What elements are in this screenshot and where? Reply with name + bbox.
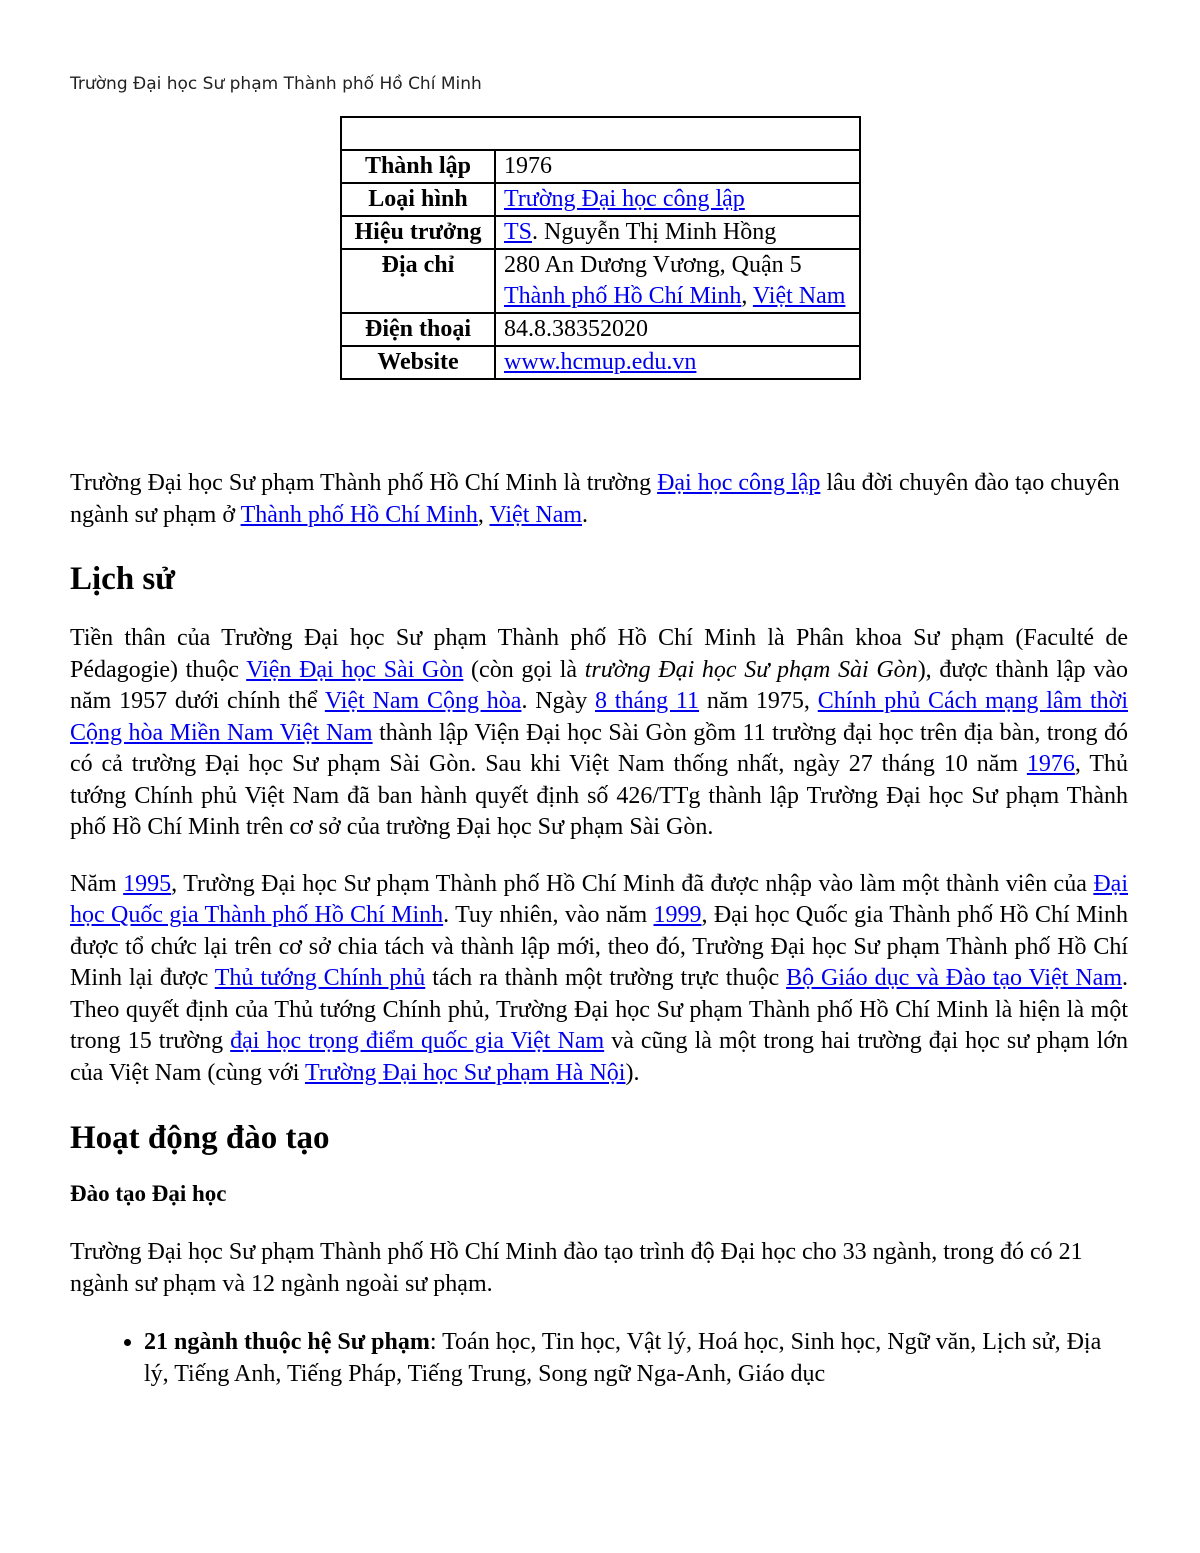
infobox-label-founded: Thành lập [341,150,495,183]
infobox-link-type[interactable]: Trường Đại học công lập [504,186,745,212]
intro-text-4: . [582,501,589,528]
intro-text-1: Trường Đại học Sư phạm Thành phố Hồ Chí Minh là trường [70,470,658,496]
infobox-value-phone: 84.8.38352020 [495,313,860,346]
history-link-hanoi-pedagogy[interactable]: Trường Đại học Sư phạm Hà Nội [304,1059,626,1086]
history-p1-text-6: thành lập Viện Đại học Sài Gòn gồm 11 trường đại học trên địa bàn, trong đó có cả trường Đại học Sư phạm Sài Gòn. Sau khi Việt Nam thống nhất, ngày 27 tháng 10 năm [70,719,1128,777]
infobox-label-address: Địa chỉ [341,249,495,313]
history-link-vnu-hcm[interactable]: Đại học Quốc gia Thành phố Hồ Chí Minh [70,870,1128,928]
infobox-table [340,116,861,380]
infobox-rector-name: . Nguyễn Thị Minh Hồng [532,219,777,245]
history-p2-text-3: . Tuy nhiên, vào năm [443,902,654,928]
history-p2-text-2: , Trường Đại học Sư phạm Thành phố Hồ Chí Minh đã được nhập vào làm một thành viên của [171,870,1094,897]
training-list [70,1327,1128,1390]
intro-paragraph [70,468,1128,531]
history-p2-text-5: tách ra thành một trường trực thuộc [425,965,787,991]
history-p1-text-3: ), được thành lập vào năm 1957 dưới chính thể [70,656,1128,714]
history-link-1976[interactable]: 1976 [1026,751,1075,777]
subheading-undergraduate: Đào tạo Đại học [70,1181,227,1206]
infobox-value-founded: 1976 [495,150,860,183]
history-p2-text-4: , Đại học Quốc gia Thành phố Hồ Chí Minh được tổ chức lại trên cơ sở chia tách và thành lập mới, theo đó, Trường Đại học Sư phạm Thành phố Hồ Chí Minh lại được [70,902,1128,991]
article-body [70,468,1128,1390]
list-item-text: : Toán học, Tin học, Vật lý, Hoá học, Sinh học, Ngữ văn, Lịch sử, Địa lý, Tiếng Anh, Tiếng Pháp, Tiếng Trung, Song ngữ Nga-Anh, Giáo dục [144,1329,1102,1387]
intro-text-3: , [477,501,490,528]
history-link-1995[interactable]: 1995 [123,870,172,897]
infobox-row-type [341,183,860,216]
history-link-key-universities[interactable]: đại học trọng điểm quốc gia Việt Nam [230,1028,605,1054]
infobox-link-ts[interactable]: TS [504,219,533,245]
history-p1-text-4: . Ngày [521,688,596,714]
intro-link-public-university[interactable]: Đại học công lập [657,470,821,496]
infobox-label-rector: Hiệu trưởng [341,216,495,249]
intro-link-vietnam[interactable]: Việt Nam [489,501,583,528]
infobox-row-founded [341,150,860,183]
history-p2-text-8: ). [625,1059,640,1086]
infobox-link-city[interactable]: Thành phố Hồ Chí Minh [504,283,742,309]
history-p2-text-1: Năm [70,870,124,897]
list-item-bold: 21 ngành thuộc hệ Sư phạm [144,1329,430,1355]
infobox-row-website [341,346,860,379]
history-p2-text-6: . Theo quyết định của Thủ tướng Chính phủ, Trường Đại học Sư phạm Thành phố Hồ Chí Minh là hiện là một trong 15 trường [70,965,1129,1054]
section-heading-training: Hoạt động đào tạo [70,1120,330,1156]
history-p1-italic: trường Đại học Sư phạm Sài Gòn [584,656,918,683]
history-paragraph-2 [70,869,1128,1090]
infobox-address-sep: , [741,283,753,309]
page-header: Trường Đại học Sư phạm Thành phố Hồ Chí Minh [70,74,482,94]
infobox-label-type: Loại hình [341,183,495,216]
history-p1-text-2: (còn gọi là [463,656,585,683]
infobox-label-website: Website [341,346,495,379]
intro-link-hcmc[interactable]: Thành phố Hồ Chí Minh [240,501,478,528]
list-item [144,1327,1128,1390]
history-p1-text-7: , Thủ tướng Chính phủ Việt Nam đã ban hành quyết định số 426/TTg thành lập Trường Đại học Sư phạm Thành phố Hồ Chí Minh trên cơ sở của trường Đại học Sư phạm Sài Gòn. [70,751,1128,840]
infobox-title-row [341,117,860,150]
section-heading-history: Lịch sử [70,561,176,597]
history-link-1999[interactable]: 1999 [653,902,702,928]
infobox-row-address [341,249,860,313]
history-link-republic-vietnam[interactable]: Việt Nam Cộng hòa [324,688,522,714]
infobox-link-country[interactable]: Việt Nam [752,283,846,309]
history-link-nov-8[interactable]: 8 tháng 11 [595,688,700,714]
infobox-row-phone [341,313,860,346]
training-paragraph: Trường Đại học Sư phạm Thành phố Hồ Chí Minh đào tạo trình độ Đại học cho 33 ngành, trong đó có 21 ngành sư phạm và 12 ngành ngoài sư phạm. [70,1239,1083,1297]
infobox-row-rector [341,216,860,249]
infobox-link-website[interactable]: www.hcmup.edu.vn [504,349,697,375]
history-link-saigon-university[interactable]: Viện Đại học Sài Gòn [246,656,464,683]
history-p1-text-5: năm 1975, [699,688,818,714]
history-link-provisional-government[interactable]: Chính phủ Cách mạng lâm thời Cộng hòa Miền Nam Việt Nam [70,688,1129,746]
history-link-prime-minister[interactable]: Thủ tướng Chính phủ [214,965,426,991]
infobox-label-phone: Điện thoại [341,313,495,346]
history-link-ministry-education[interactable]: Bộ Giáo dục và Đào tạo Việt Nam [786,965,1123,991]
history-p2-text-7: và cũng là một trong hai trường đại học sư phạm lớn của Việt Nam (cùng với [70,1028,1128,1086]
history-p1-text-1: Tiền thân của Trường Đại học Sư phạm Thành phố Hồ Chí Minh là Phân khoa Sư phạm (Faculté de Pédagogie) thuộc [70,625,1128,683]
history-paragraph-1 [70,623,1128,844]
intro-text-2: lâu đời chuyên đào tạo chuyên ngành sư phạm ở [70,470,1120,528]
infobox-address-line: 280 An Dương Vương, Quận 5 [504,252,802,278]
